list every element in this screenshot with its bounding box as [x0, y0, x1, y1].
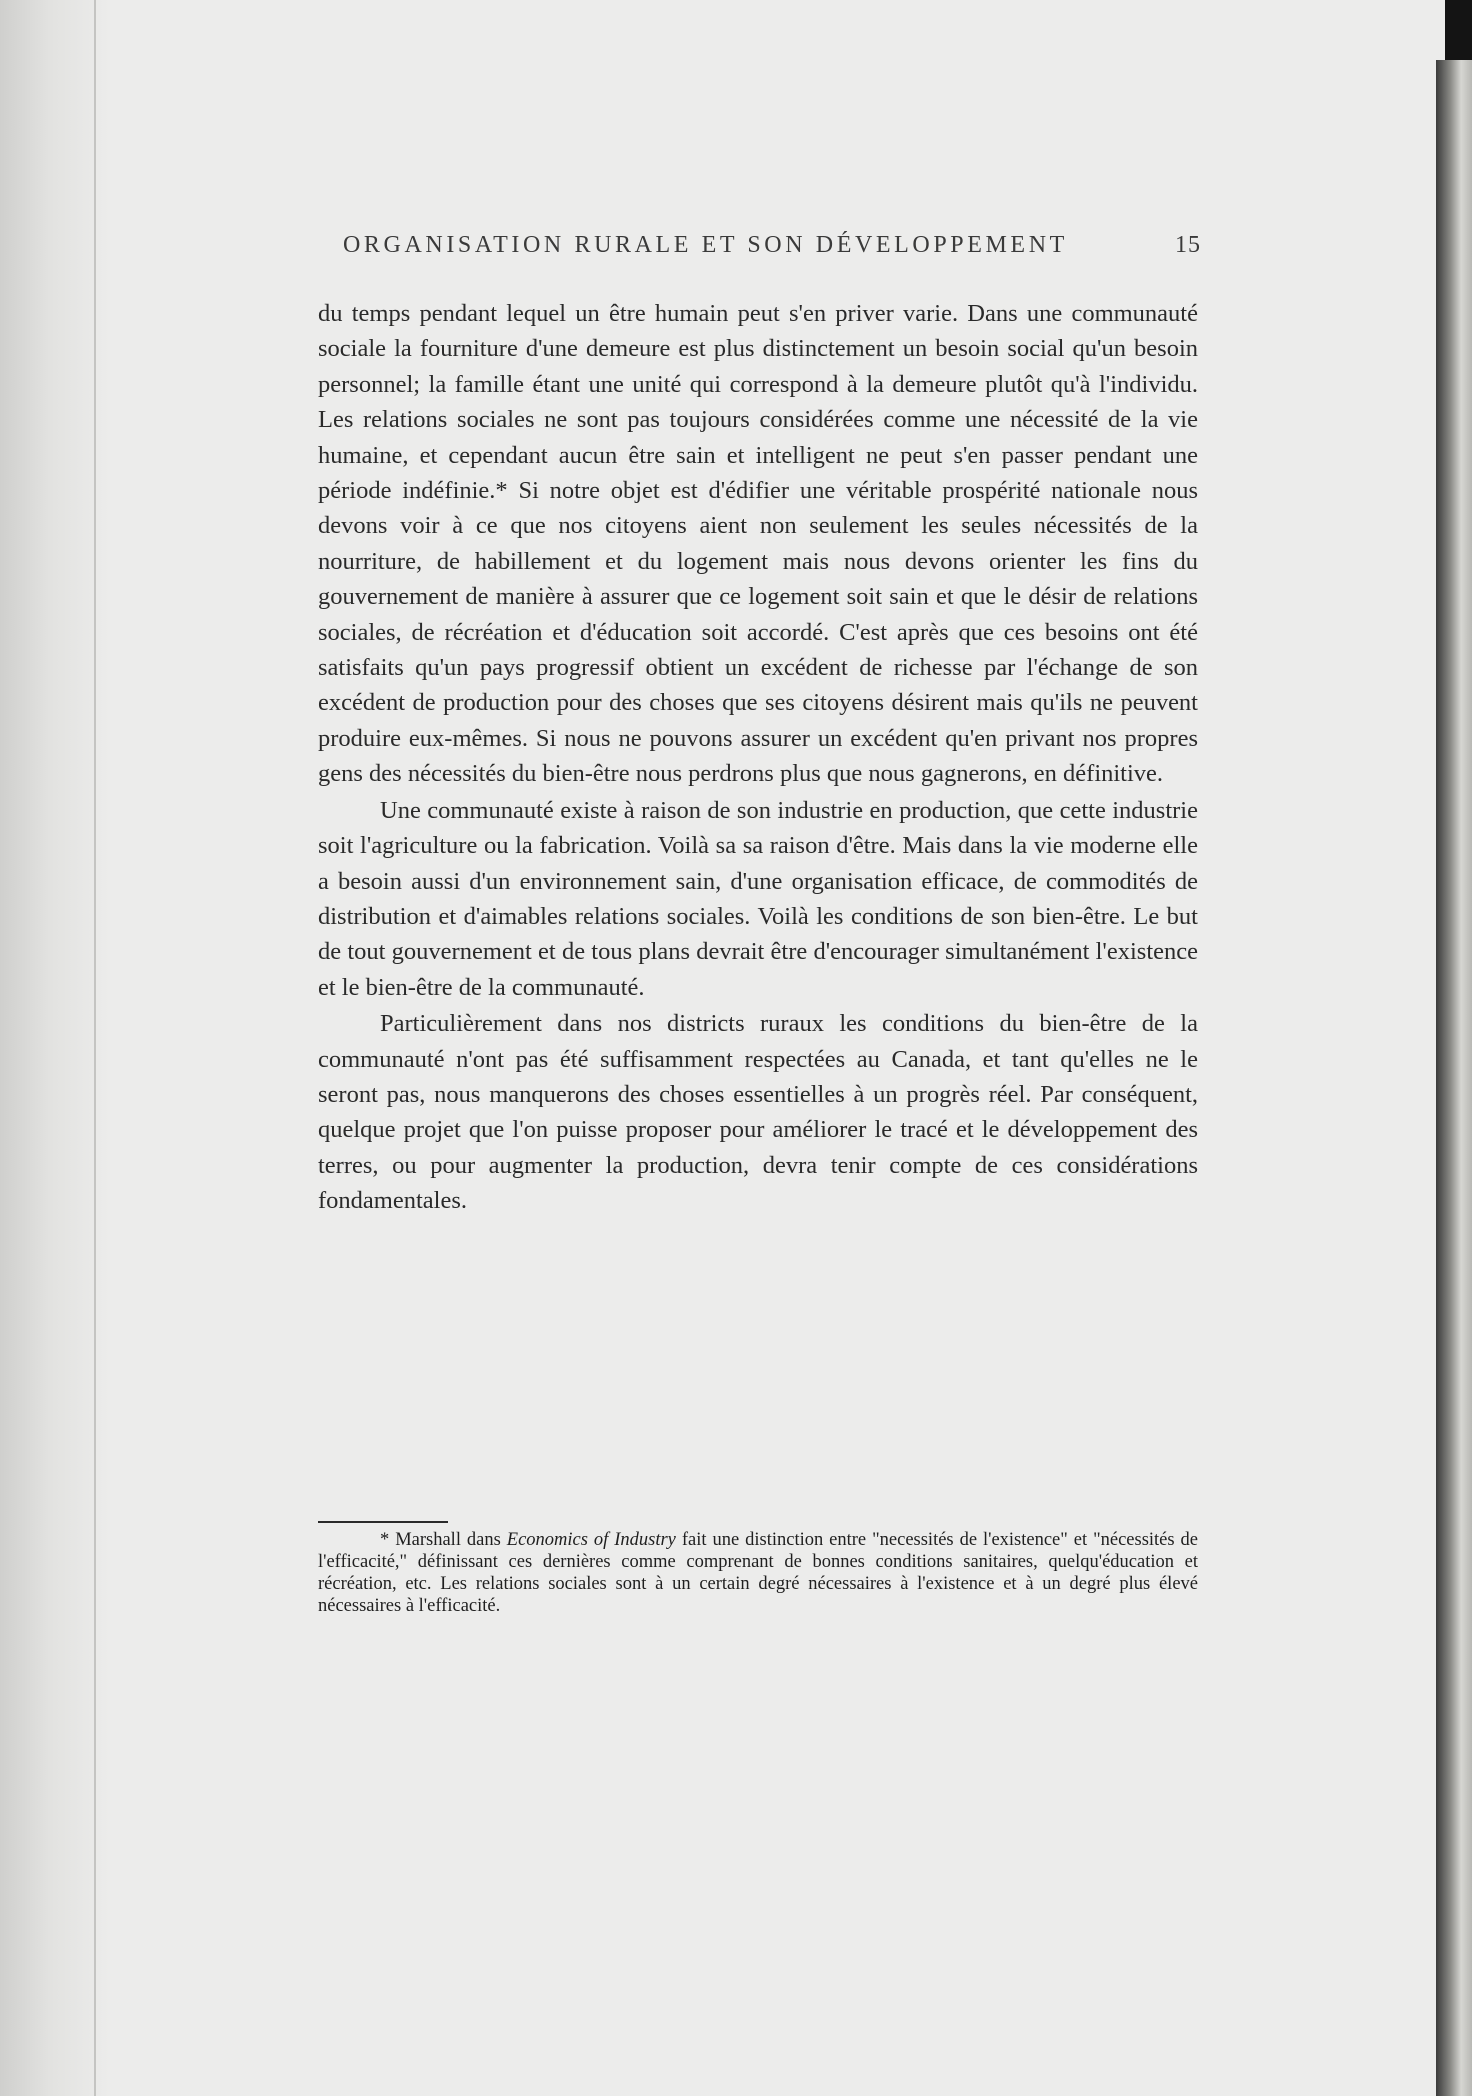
footnote-rule [318, 1521, 448, 1523]
footnote-body: fait une distinction entre "necessités de l'existence" et "nécessités de l'efficacité," définissant ces dernières comme comprenant de bonnes conditions sanitaires, quelqu'éducation et récréation, etc. Les relations sociales sont à un certain degré nécessaires à l'existence et à un degré plus élevé nécessaires à l'efficacité. [318, 1530, 1198, 1616]
paragraph: Une communauté existe à raison de son industrie en production, que cette industrie soit l'agriculture ou la fabrication. Voilà sa sa raison d'être. Mais dans la vie moderne elle a besoin aussi d'un environnement sain, d'une organisation efficace, de commodités de distribution et d'aimables relations sociales. Voilà les conditions de son bien-être. Le but de tout gouvernement et de tous plans devrait être d'encourager simultanément l'existence et le bien-être de la communauté. [318, 796, 1198, 1001]
main-text [318, 296, 1198, 1219]
footnote-lead: * Marshall dans [380, 1530, 501, 1550]
running-title: ORGANISATION RURALE ET SON DÉVELOPPEMENT [343, 232, 1068, 258]
running-header [343, 232, 1203, 259]
paragraph-continued: du temps pendant lequel un être humain peut s'en priver varie. Dans une communauté sociale la fourniture d'une demeure est plus distinctement un besoin social qu'un besoin personnel; la famille étant une unité qui correspond à la demeure plutôt qu'à l'individu. Les relations sociales ne sont pas toujours considérées comme une nécessité de la vie humaine, et cependant aucun être sain et intelligent ne peut s'en passer pendant une période indéfinie.* Si notre objet est d'édifier une véritable prospérité nationale nous devons voir à ce que nos citoyens aient non seulement les seules nécessités de la nourriture, de habillement et du logement mais nous devons orienter les fins du gouvernement de manière à assurer que ce logement soit sain et que le désir de relations sociales, de récréation et d'éducation soit accordé. C'est après que ces besoins ont été satisfaits qu'un pays progressif obtient un excédent de richesse par l'échange de son excédent de production pour des choses que ses citoyens désirent mais qu'ils ne peuvent produire eux-mêmes. Si nous ne pouvons assurer un excédent qu'en privant nos propres gens des nécessités du bien-être nous perdrons plus que nous gagnerons, en définitive. [318, 300, 1198, 788]
gutter-fold-line [94, 0, 96, 2096]
footnote [318, 1529, 1198, 1617]
paragraph: Particulièrement dans nos districts ruraux les conditions du bien-être de la communauté n'ont pas été suffisamment respectées au Canada, et tant qu'elles ne le seront pas, nous manquerons des choses essentielles à un progrès réel. Par conséquent, quelque projet que l'on puisse proposer pour améliorer le tracé et le développement des terres, ou pour augmenter la production, devra tenir compte de ces considérations fondamentales. [318, 1010, 1198, 1215]
footnote-book-title: Economics of Industry [506, 1530, 676, 1550]
page-number: 15 [1175, 232, 1201, 258]
book-page-edges [1436, 60, 1472, 2096]
